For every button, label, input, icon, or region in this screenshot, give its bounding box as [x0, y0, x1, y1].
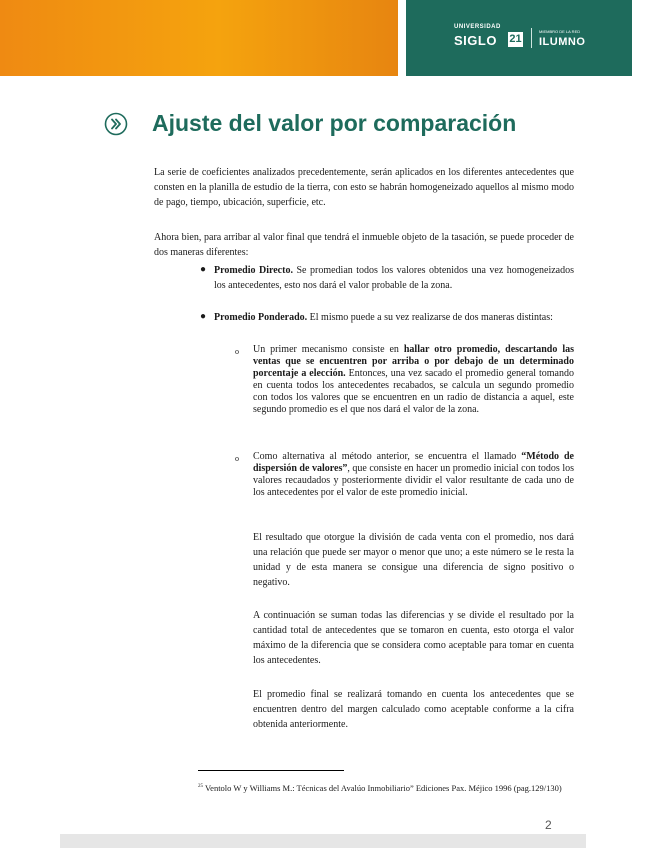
sub-bullet-1-marker: o [235, 347, 239, 356]
sub-1-bold: hallar otro promedio, descartando las ventas que se encuentren por arriba o por debajo de un determinado porcentaje a elección. [253, 344, 574, 379]
header-gap [398, 0, 406, 76]
sub-2-bold: “Método de dispersión de valores” [253, 451, 574, 474]
bullet-1-title: Promedio Directo. [214, 265, 293, 276]
footnote-divider [198, 770, 344, 771]
paragraph-intro: La serie de coeficientes analizados precedentemente, serán aplicados en los diferentes antecedentes que consten en la planilla de estudio de la tierra, con esto se habrán homogeneizado aquellos al mismo modo de pago, tiempo, ubicación, superficie, etc. [154, 167, 574, 208]
logo-siglo-text: SIGLO [454, 33, 497, 48]
page-title: Ajuste del valor por comparación [152, 110, 517, 136]
bullet-2-marker: ● [200, 311, 207, 322]
logo-21-badge: 21 [509, 33, 522, 45]
paragraph-continuacion: A continuación se suman todas las diferencias y se divide el resultado por la cantidad total de antecedentes que se tomaron en cuenta, esto otorga el valor máximo de la diferencia que se considera como aceptable para tomar en cuenta los antecedentes. [253, 610, 574, 666]
sub-2-text-b: , que consiste en hacer un promedio inicial con todos los valores recaudados y posteriormente dividir el valor resultante de cada uno de los antecedentes por el valor de este promedio inicial. [253, 463, 574, 498]
sub-1-text-b: Entonces, una vez sacado el promedio general tomando en cuenta todos los antecedentes recabados, se calcula un segundo promedio con todos los valores que se encuentren en un radio de distancia a aquel, este segundo promedio es el que nos dará el valor de la zona. [253, 368, 574, 415]
paragraph-resultado: El resultado que otorgue la división de cada venta con el promedio, nos dará una relación que puede ser mayor o menor que uno; a este número se le resta la unidad y de esta manera se consigue una diferencia de signo positivo o negativo. [253, 532, 574, 588]
logo-universidad-text: UNIVERSIDAD [454, 24, 501, 30]
header-orange-banner [0, 0, 398, 76]
footer-bar [60, 834, 586, 848]
sub-bullet-primer-mecanismo [253, 344, 574, 416]
paragraph-methods: Ahora bien, para arribar al valor final que tendrá el inmueble objeto de la tasación, se puede proceder de dos maneras diferentes: [154, 232, 574, 258]
bullet-promedio-directo [214, 263, 574, 293]
bullet-2-text: El mismo puede a su vez realizarse de dos maneras distintas: [307, 312, 553, 323]
sub-2-text-a: Como alternativa al método anterior, se encuentra el llamado [253, 451, 522, 462]
sub-bullet-2-marker: o [235, 454, 239, 463]
sub-bullet-metodo-dispersion [253, 451, 574, 499]
footnote-number: 25 [198, 784, 203, 789]
bullet-1-marker: ● [200, 264, 207, 275]
footnote [198, 781, 564, 794]
paragraph-promedio-final: El promedio final se realizará tomando en cuenta los antecedentes que se encuentren dentro del margen calculado como aceptable conforme a la cifra obtenida anteriormente. [253, 689, 574, 730]
bullet-1-text: Se promedian todos los valores obtenidos una vez homogeneizados los antecedentes, esto nos dará el valor probable de la zona. [214, 265, 574, 291]
logo-ilumno-text: ILUMNO [539, 36, 586, 48]
footnote-text: Ventolo W y Williams M.: Técnicas del Avalúo Inmobiliario” Ediciones Pax. Méjico 1996 (pag.129/130) [203, 782, 562, 793]
logo-miembro-text: MIEMBRO DE LA RED [539, 29, 581, 34]
logo-separator [531, 28, 532, 48]
bullet-promedio-ponderado [214, 310, 574, 325]
sub-1-text-a: Un primer mecanismo consiste en [253, 344, 404, 355]
double-chevron-circle-icon [104, 112, 128, 136]
page-number: 2 [545, 818, 552, 832]
bullet-2-title: Promedio Ponderado. [214, 312, 308, 323]
university-logo [454, 24, 604, 54]
